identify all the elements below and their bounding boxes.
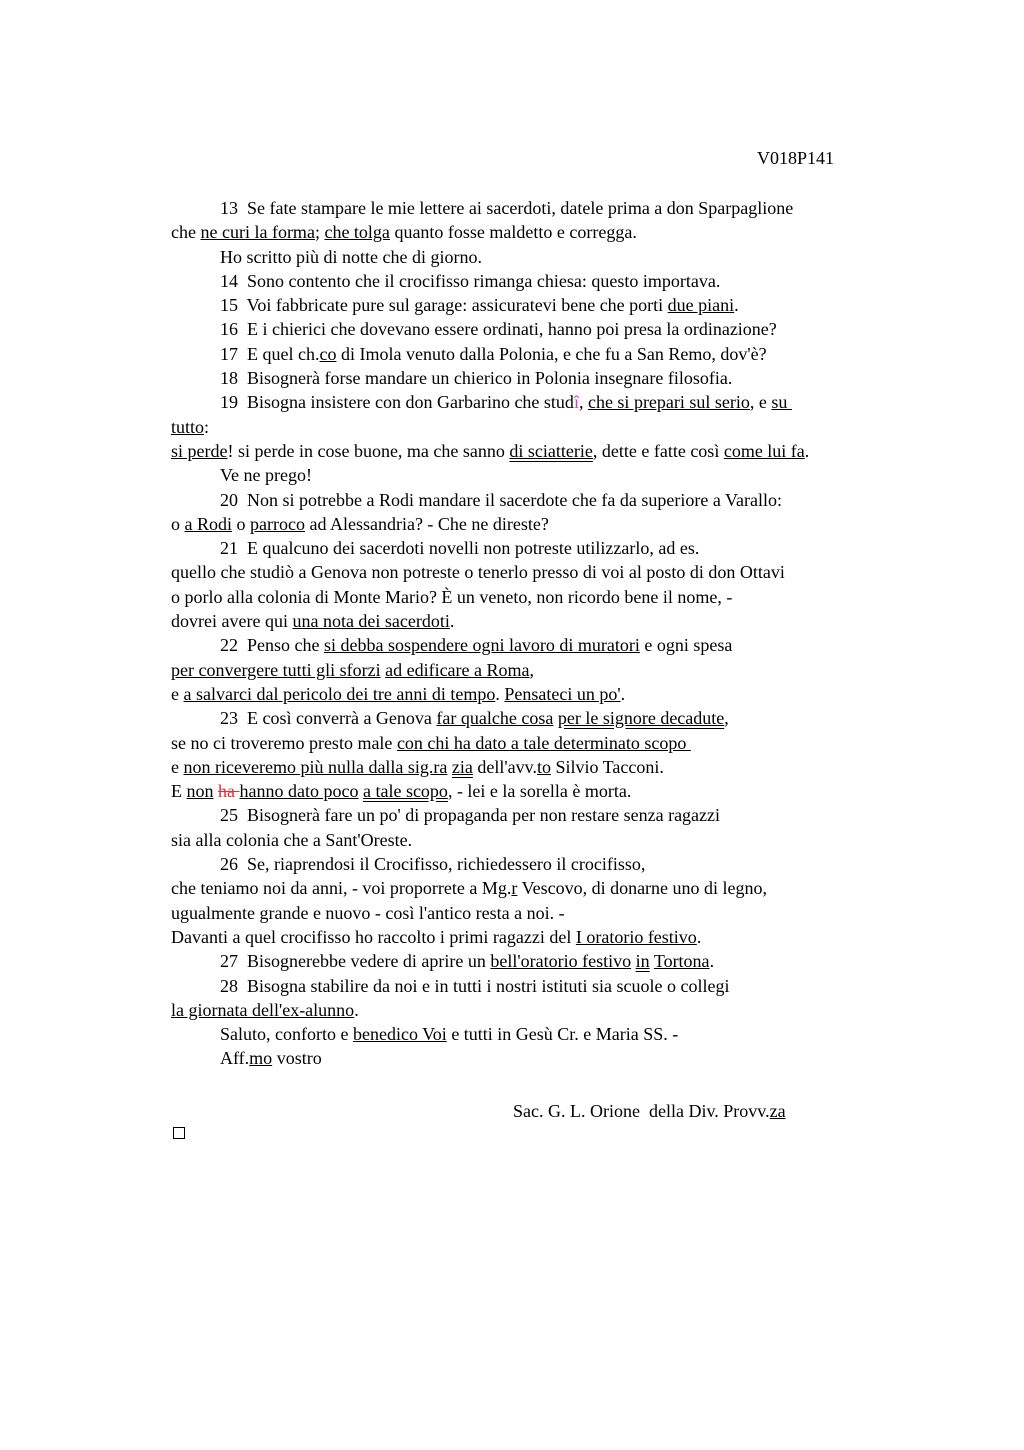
text-run-underlined: non	[186, 781, 214, 802]
text-run-underlined: tutto	[171, 416, 205, 437]
text-run-underlined: la giornata dell'ex-alunno	[171, 999, 355, 1020]
text-run: , dette e fatte così	[592, 440, 724, 461]
text-line	[171, 439, 931, 463]
text-run-underlined: hanno dato poco	[239, 781, 359, 802]
text-line	[171, 366, 931, 390]
text-run-underlined: a tale scopo	[362, 781, 448, 802]
text-line	[171, 560, 931, 584]
page-id: V018P141	[757, 148, 835, 168]
text-run: 23 E così converrà a Genova	[220, 708, 437, 729]
text-line	[171, 828, 931, 852]
text-run: .	[495, 683, 505, 704]
text-run: ad Alessandria? - Che ne direste?	[304, 513, 549, 534]
text-run: Davanti a quel crocifisso ho raccolto i primi ragazzi del	[171, 926, 576, 947]
text-run-underlined: bell'oratorio festivo	[490, 951, 632, 972]
text-run: 26 Se, riaprendosi il Crocifisso, richiedessero il crocifisso,	[220, 854, 646, 875]
text-run: .	[620, 683, 626, 704]
text-run: 18 Bisognerà forse mandare un chierico in Polonia insegnare filosofia.	[220, 368, 733, 389]
text-run: e ogni spesa	[639, 635, 733, 656]
text-run: , e	[749, 392, 772, 413]
text-run: 17 E quel ch.	[220, 343, 320, 364]
text-run: quello che studiò a Genova non potreste o tenerlo presso di voi al posto di don Ottavi	[171, 562, 785, 583]
text-run: Aff.	[220, 1048, 250, 1069]
text-run: Ho scritto più di notte che di giorno.	[220, 246, 482, 267]
text-run: .	[734, 295, 739, 316]
text-run-underlined: I oratorio festivo	[575, 926, 697, 947]
text-run-underlined: mo	[249, 1048, 273, 1069]
text-run-deleted: ha	[218, 781, 240, 802]
checkbox-square-icon	[173, 1127, 185, 1139]
text-run: 19 Bisogna insistere con don Garbarino che stud	[220, 392, 574, 413]
text-line	[171, 852, 931, 876]
text-run: o porlo alla colonia di Monte Mario? È un veneto, non ricordo bene il nome, -	[171, 586, 733, 607]
text-line	[171, 1022, 931, 1046]
text-run: ;	[314, 222, 325, 243]
text-line	[171, 415, 931, 439]
text-run-underlined: benedico Voi	[352, 1024, 447, 1045]
text-run: che teniamo noi da anni, - voi proporrete a Mg.	[171, 878, 512, 899]
text-run: che	[171, 222, 201, 243]
text-line	[171, 925, 931, 949]
text-run: e tutti in Gesù Cr. e Maria SS. -	[446, 1024, 679, 1045]
text-run: .	[709, 951, 715, 972]
text-run: .	[449, 611, 455, 632]
text-run: 21 E qualcuno dei sacerdoti novelli non potreste utilizzarlo, ad es.	[220, 538, 700, 559]
text-line	[171, 803, 931, 827]
text-run: ,	[724, 708, 729, 729]
text-run: 15 Voi fabbricate pure sul garage: assicuratevi bene che porti	[220, 295, 668, 316]
text-run: :	[204, 416, 210, 437]
text-run-underlined: Tortona	[653, 951, 710, 972]
text-run-underlined: zia	[451, 756, 473, 777]
text-line	[171, 293, 931, 317]
text-line	[171, 682, 931, 706]
text-run: vostro	[272, 1048, 322, 1069]
text-run: 16 E i chierici che dovevano essere ordinati, hanno poi presa la ordinazione?	[220, 319, 777, 340]
text-run: .	[804, 440, 810, 461]
text-run-underlined: co	[319, 343, 337, 364]
text-run-underlined: che tolga	[324, 222, 390, 243]
text-run: o	[171, 513, 185, 534]
text-run-underlined: Pensateci un po'	[504, 683, 621, 704]
text-run: 27 Bisognerebbe vedere di aprire un	[220, 951, 491, 972]
text-line	[171, 633, 931, 657]
text-run: Vescovo, di donarne uno di legno,	[517, 878, 768, 899]
text-run: ,	[578, 392, 588, 413]
text-run: e	[171, 756, 184, 777]
text-run-underlined: due piani	[667, 295, 735, 316]
text-line	[171, 876, 931, 900]
text-run: Ve ne prego!	[220, 465, 312, 486]
text-line	[171, 1046, 931, 1070]
text-run-underlined: una nota dei sacerdoti	[292, 611, 450, 632]
text-run: E	[171, 781, 187, 802]
text-run: 22 Penso che	[220, 635, 324, 656]
text-run: , - lei e la sorella è morta.	[447, 781, 632, 802]
text-run-underlined: si debba sospendere ogni lavoro di muratori	[323, 635, 640, 656]
text-line	[171, 658, 931, 682]
text-line	[171, 220, 931, 244]
text-run-marked: î	[573, 392, 579, 413]
text-run-underlined: per convergere tutti gli sforzi	[171, 659, 381, 680]
text-run-underlined: a Rodi	[184, 513, 232, 534]
text-run-underlined: per le signore decadute	[557, 708, 725, 729]
text-run: Sac. G. L. Orione della Div. Provv.	[513, 1101, 770, 1121]
text-run: di Imola venuto dalla Polonia, e che fu a San Remo, dov'è?	[336, 343, 767, 364]
text-line	[171, 779, 931, 803]
text-run: quanto fosse maldetto e corregga.	[389, 222, 637, 243]
text-line	[171, 706, 931, 730]
signature	[513, 1099, 786, 1123]
text-run: 28 Bisogna stabilire da noi e in tutti i nostri istituti sia scuole o collegi	[220, 975, 730, 996]
text-run: .	[696, 926, 702, 947]
text-run-underlined: far qualche cosa	[436, 708, 554, 729]
text-run: 20 Non si potrebbe a Rodi mandare il sacerdote che fa da superiore a Varallo:	[220, 489, 782, 510]
text-run: ! si perde in cose buone, ma che sanno	[227, 440, 510, 461]
letter-body	[171, 196, 931, 1071]
text-run-underlined: non riceveremo più nulla dalla sig.ra	[183, 756, 448, 777]
text-line	[171, 245, 931, 269]
text-line	[171, 390, 931, 414]
text-line	[171, 512, 931, 536]
text-line	[171, 463, 931, 487]
text-run-underlined: a salvarci dal pericolo dei tre anni di tempo	[183, 683, 496, 704]
text-run-underlined: che si prepari sul serio	[587, 392, 750, 413]
text-run: 25 Bisognerà fare un po' di propaganda per non restare senza ragazzi	[220, 805, 721, 826]
text-line	[171, 998, 931, 1022]
text-line	[171, 536, 931, 560]
text-run: ugualmente grande e nuovo - così l'antico resta a noi. -	[171, 902, 565, 923]
text-run: dell'avv.	[472, 756, 537, 777]
text-run-underlined: r	[511, 878, 518, 899]
text-line	[171, 755, 931, 779]
text-run: 14 Sono contento che il crocifisso rimanga chiesa: questo importava.	[220, 270, 721, 291]
text-run-underlined: come lui fa	[723, 440, 805, 461]
text-run-underlined: za	[769, 1101, 786, 1121]
text-run-underlined: su	[771, 392, 792, 413]
text-run: ,	[529, 659, 535, 680]
text-run-underlined: si perde	[171, 440, 228, 461]
text-run: e	[171, 683, 184, 704]
text-line	[171, 488, 931, 512]
text-line	[171, 196, 931, 220]
text-line	[171, 949, 931, 973]
text-line	[171, 974, 931, 998]
text-line	[171, 269, 931, 293]
text-run: 13 Se fate stampare le mie lettere ai sacerdoti, datele prima a don Sparpaglione	[220, 198, 794, 218]
text-run: .	[354, 999, 359, 1020]
text-run: dovrei avere qui	[171, 611, 293, 632]
text-line	[171, 609, 931, 633]
text-line	[171, 317, 931, 341]
text-run-underlined: ad edificare a Roma	[385, 659, 530, 680]
text-run-underlined: con chi ha dato a tale determinato scopo	[396, 732, 691, 753]
text-line	[171, 342, 931, 366]
text-run: o	[232, 513, 250, 534]
text-line	[171, 901, 931, 925]
text-run-underlined: to	[536, 756, 551, 777]
text-run-underlined: di sciatterie	[509, 440, 593, 461]
text-run-underlined: in	[635, 951, 650, 972]
text-run: Silvio Tacconi.	[550, 756, 664, 777]
text-line	[171, 731, 931, 755]
text-line	[171, 585, 931, 609]
text-run-underlined: parroco	[250, 513, 305, 534]
text-run-underlined: ne curi la forma	[200, 222, 315, 243]
text-run: se no ci troveremo presto male	[171, 732, 397, 753]
text-run: sia alla colonia che a Sant'Oreste.	[171, 829, 413, 850]
text-run: Saluto, conforto e	[220, 1024, 353, 1045]
